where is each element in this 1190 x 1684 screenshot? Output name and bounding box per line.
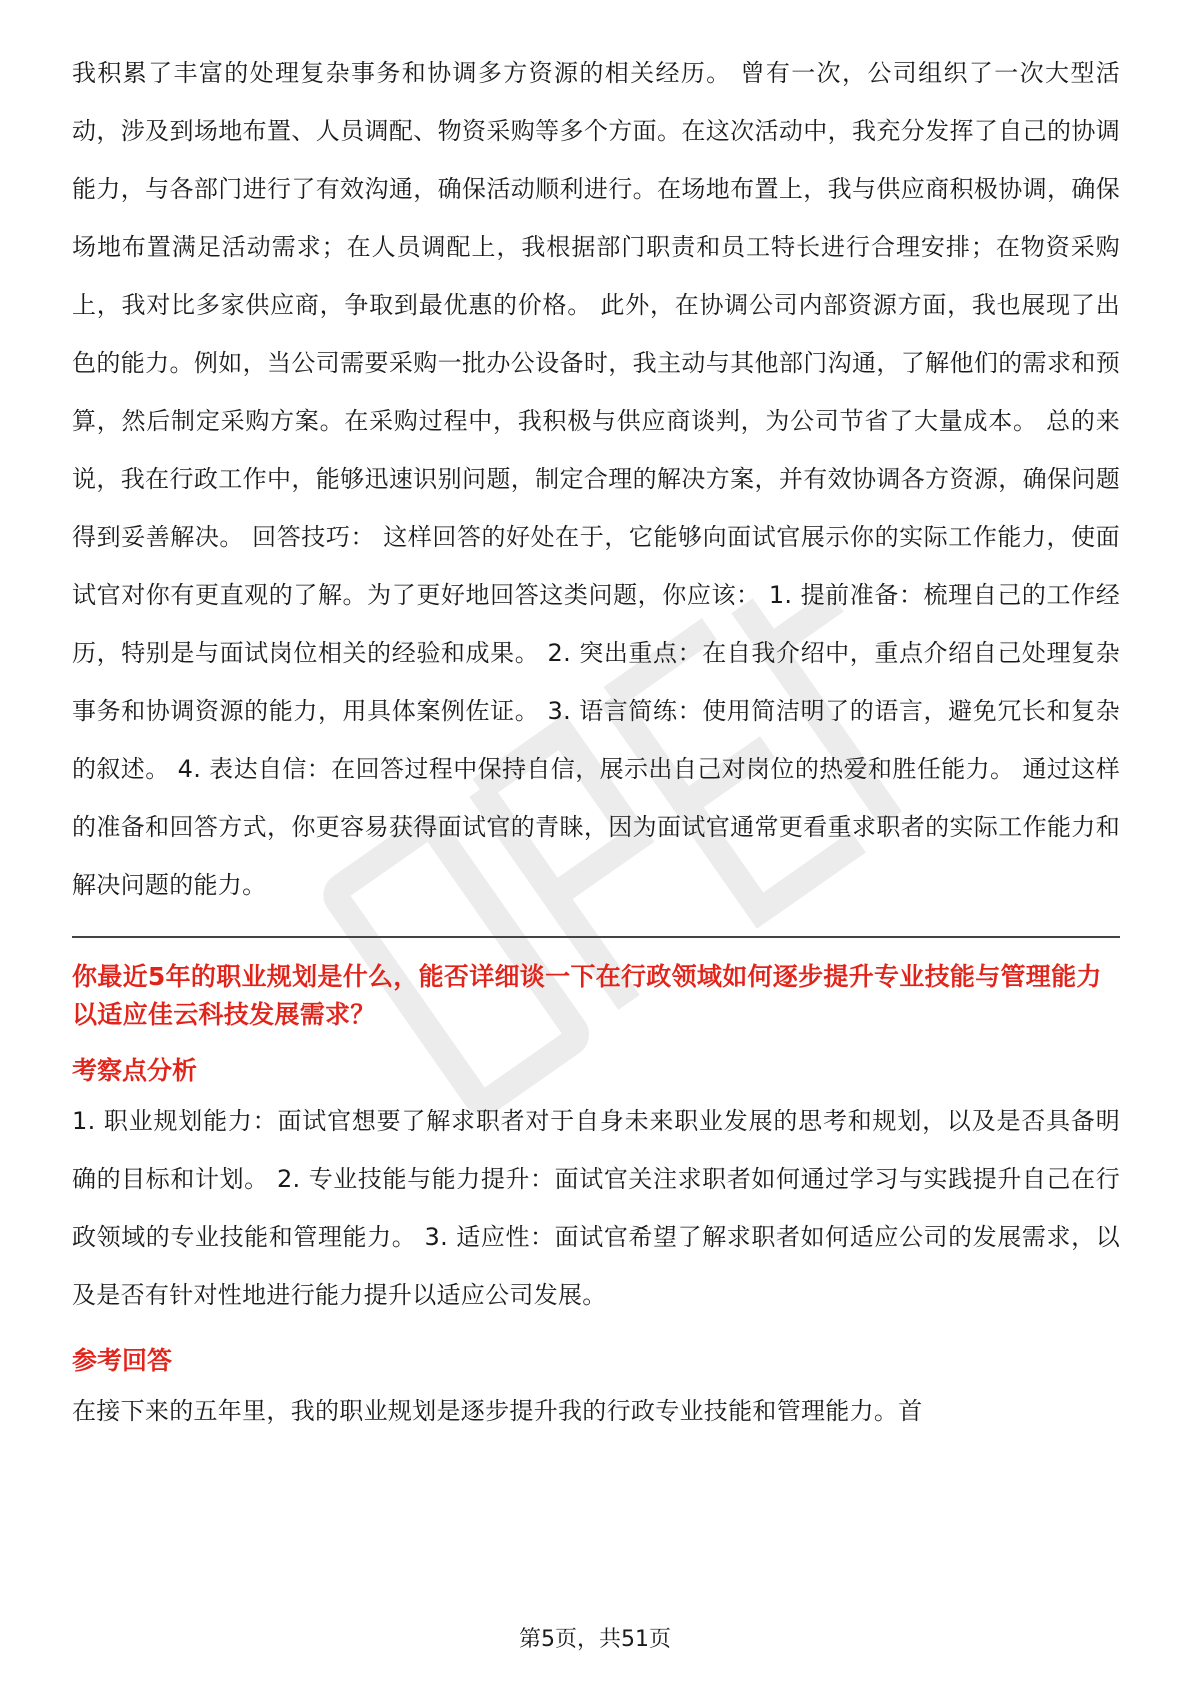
analysis-section (72, 1052, 1120, 1324)
question-title: 你最近5年的职业规划是什么，能否详细谈一下在行政领域如何逐步提升专业技能与管理能力以适应佳云科技发展需求？ (72, 962, 1102, 1029)
analysis-heading: 考察点分析 (72, 1056, 198, 1085)
reference-answer-section (72, 1342, 1120, 1440)
analysis-paragraph: 1. 职业规划能力：面试官想要了解求职者对于自身未来职业发展的思考和规划，以及是否具备明确的目标和计划。 2. 专业技能与能力提升：面试官关注求职者如何通过学习与实践提升自己在行政领域的专业技能和管理能力。 3. 适应性：面试官希望了解求职者如何适应公司的发展需求，以及是否有针对性地进行能力提升以适应公司发展。 (72, 1107, 1120, 1309)
page-number: 第5页，共51页 (519, 1627, 671, 1652)
content-area (72, 44, 1120, 1440)
answer-continuation-paragraph: 我积累了丰富的处理复杂事务和协调多方资源的相关经历。 曾有一次，公司组织了一次大型活动，涉及到场地布置、人员调配、物资采购等多个方面。在这次活动中，我充分发挥了自己的协调能力，与各部门进行了有效沟通，确保活动顺利进行。在场地布置上，我与供应商积极协调，确保场地布置满足活动需求；在人员调配上，我根据部门职责和员工特长进行合理安排；在物资采购上，我对比多家供应商，争取到最优惠的价格。 此外，在协调公司内部资源方面，我也展现了出色的能力。例如，当公司需要采购一批办公设备时，我主动与其他部门沟通，了解他们的需求和预算，然后制定采购方案。在采购过程中，我积极与供应商谈判，为公司节省了大量成本。 总的来说，我在行政工作中，能够迅速识别问题，制定合理的解决方案，并有效协调各方资源，确保问题得到妥善解决。 回答技巧： 这样回答的好处在于，它能够向面试官展示你的实际工作能力，使面试官对你有更直观的了解。为了更好地回答这类问题，你应该： 1. 提前准备：梳理自己的工作经历，特别是与面试岗位相关的经验和成果。 2. 突出重点：在自我介绍中，重点介绍自己处理复杂事务和协调资源的能力，用具体案例佐证。 3. 语言简练：使用简洁明了的语言，避免冗长和复杂的叙述。 4. 表达自信：在回答过程中保持自信，展示出自己对岗位的热爱和胜任能力。 通过这样的准备和回答方式，你更容易获得面试官的青睐，因为面试官通常更看重求职者的实际工作能力和解决问题的能力。 (72, 59, 1120, 899)
reference-answer-paragraph: 在接下来的五年里，我的职业规划是逐步提升我的行政专业技能和管理能力。首 (72, 1397, 923, 1425)
reference-answer-heading: 参考回答 (72, 1346, 173, 1375)
section-divider (72, 936, 1120, 938)
